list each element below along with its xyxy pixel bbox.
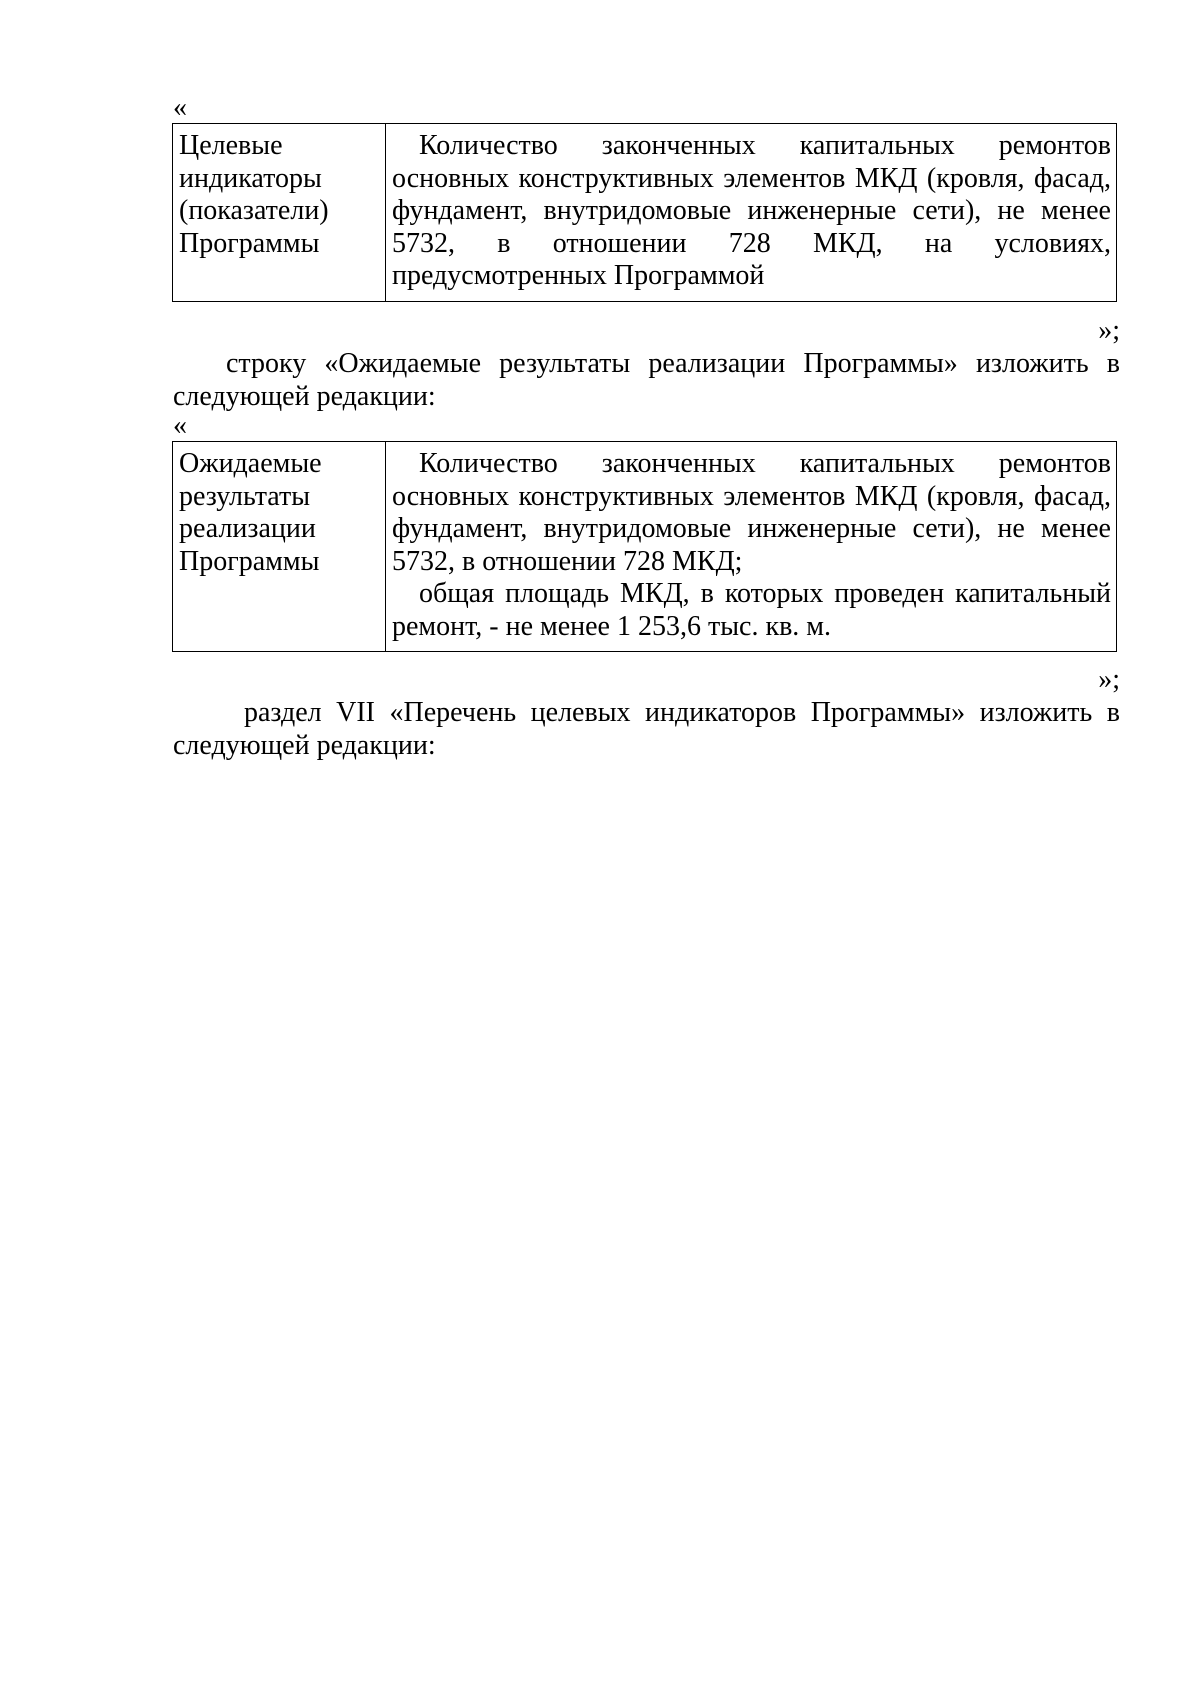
row-title-line: Ожидаемые xyxy=(179,448,322,479)
opening-quote-1: « xyxy=(173,92,187,123)
row-content-cell xyxy=(386,442,1117,652)
row-title-line: индикаторы xyxy=(179,162,322,194)
row-title-line: реализации xyxy=(179,513,316,544)
row-title-line: Целевые xyxy=(179,130,283,161)
closing-quote-1: »; xyxy=(1098,315,1120,346)
table-row xyxy=(173,442,1117,652)
content-paragraph: Количество законченных капитальных ремонтов основных конструктивных элементов МКД (кровля, фасад, фундамент, внутридомовые инженерные сети), не менее 5732, в отношении 728 МКД, на условиях, предусмотренных Программой xyxy=(392,130,1111,291)
expected-results-table xyxy=(172,441,1117,652)
closing-quote-2: »; xyxy=(1098,664,1120,695)
row-title-line: Программы xyxy=(179,545,320,577)
content-paragraph: Количество законченных капитальных ремонтов основных конструктивных элементов МКД (кровля, фасад, фундамент, внутридомовые инженерные сети), не менее 5732, в отношении 728 МКД; xyxy=(392,448,1111,577)
body-paragraph: раздел VII «Перечень целевых индикаторов Программы» изложить в следующей редакции: xyxy=(173,697,1120,761)
target-indicators-table xyxy=(172,123,1117,302)
table-row xyxy=(173,124,1117,302)
row-title-line: Программы xyxy=(179,227,320,259)
content-paragraph: общая площадь МКД, в которых проведен капитальный ремонт, - не менее 1 253,6 тыс. кв. м. xyxy=(392,578,1111,642)
opening-quote-2: « xyxy=(173,410,187,441)
row-title-cell xyxy=(173,442,386,652)
body-paragraph: строку «Ожидаемые результаты реализации Программы» изложить в следующей редакции: xyxy=(173,348,1120,412)
row-content-cell xyxy=(386,124,1117,302)
row-title-cell xyxy=(173,124,386,302)
row-title-line: (показатели) xyxy=(179,195,329,226)
row-title-line: результаты xyxy=(179,480,311,512)
